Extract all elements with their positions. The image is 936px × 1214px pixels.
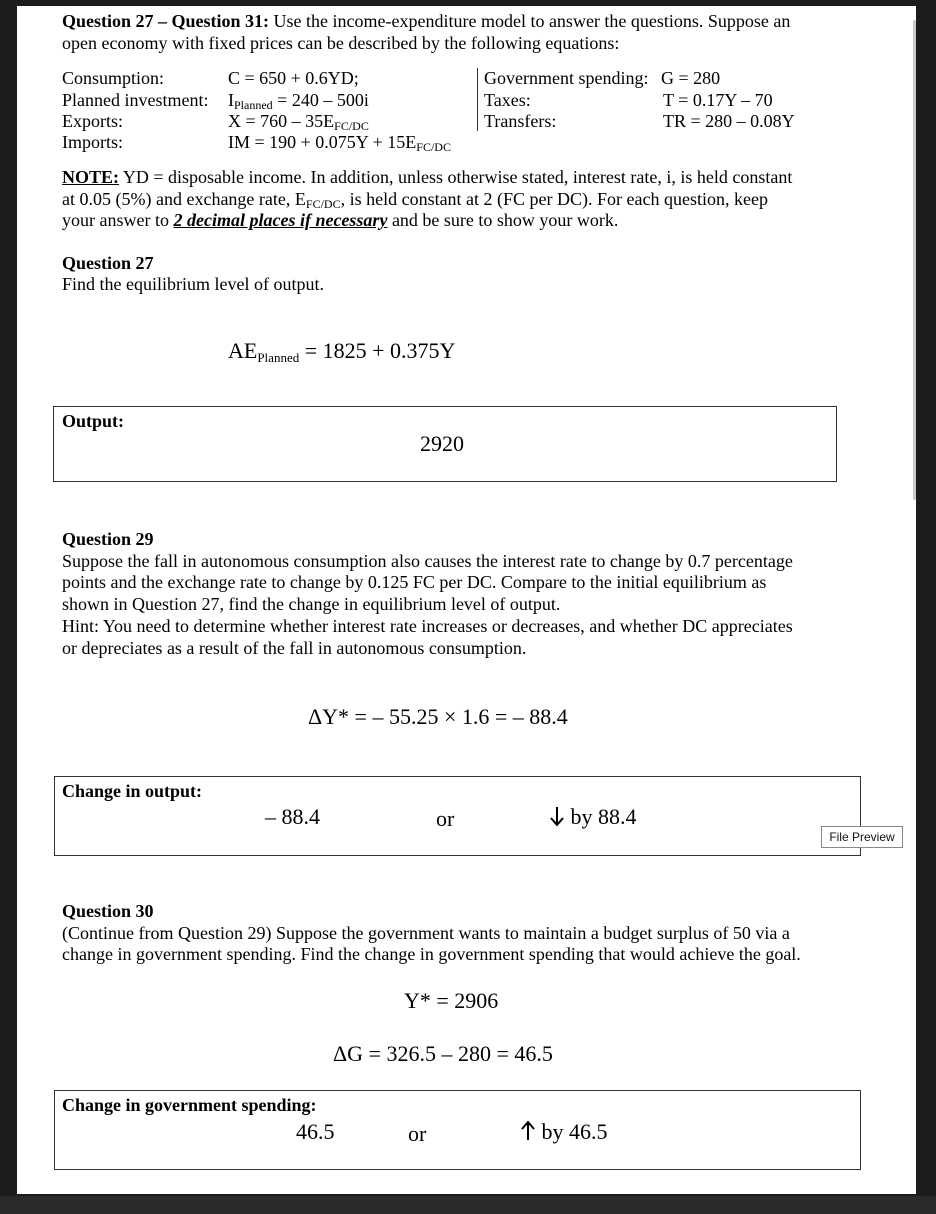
q27-answer: 2920 [420, 431, 464, 456]
bottom-bar [0, 1196, 936, 1214]
q30-or: or [408, 1121, 427, 1146]
note-subscript: FC/DC [305, 197, 341, 211]
q30-work-1: Y* = 2906 [404, 988, 499, 1013]
transfers-label: Transfers: [484, 111, 557, 131]
note-text-3b: and be sure to show your work. [387, 210, 619, 230]
q27-ae: AE [228, 338, 258, 363]
note-text-2b: , is held constant at 2 (FC per DC). For each question, keep [340, 189, 768, 209]
intro-title: Question 27 – Question 31: [62, 11, 270, 31]
consumption-equation: C = 650 + 0.6YD; [228, 68, 359, 88]
exports-subscript: FC/DC [334, 119, 369, 133]
arrow-up-icon [520, 1120, 536, 1142]
q29-box-label: Change in output: [62, 781, 203, 801]
note-label: NOTE: [62, 167, 120, 187]
q30-heading: Question 30 [62, 901, 154, 921]
q27-work [228, 337, 455, 372]
q27-text: Find the equilibrium level of output. [62, 274, 324, 294]
file-preview-button[interactable]: File Preview [821, 826, 903, 848]
q29-answer: – 88.4 [265, 804, 320, 829]
q30-answer: 46.5 [296, 1119, 335, 1144]
taxes-equation: T = 0.17Y – 70 [663, 90, 773, 110]
q29-line-2: points and the exchange rate to change by 0.125 FC per DC. Compare to the initial equilibrium as [62, 572, 767, 592]
q30-line-1: (Continue from Question 29) Suppose the government wants to maintain a budget surplus of 50 via a [62, 923, 790, 943]
q30-alt-text: by 46.5 [541, 1119, 608, 1144]
imports-equation [228, 131, 451, 158]
note-text-2a: at 0.05 (5%) and exchange rate, E [62, 189, 306, 209]
arrow-down-icon [549, 805, 565, 827]
intro-line-2: open economy with fixed prices can be described by the following equations: [62, 33, 620, 53]
gov-label: Government spending: [484, 68, 649, 88]
scrollbar-thumb[interactable] [913, 20, 916, 500]
intro-text: Use the income-expenditure model to answer the questions. Suppose an [273, 11, 791, 31]
investment-symbol: I [228, 90, 234, 110]
q29-line-3: shown in Question 27, find the change in equilibrium level of output. [62, 594, 561, 614]
consumption-label: Consumption: [62, 68, 165, 88]
imports-label: Imports: [62, 132, 123, 152]
transfers-equation: TR = 280 – 0.08Y [663, 111, 795, 131]
taxes-label: Taxes: [484, 90, 531, 110]
q27-work-rest: = 1825 + 0.375Y [299, 338, 456, 363]
note-emphasis: 2 decimal places if necessary [173, 210, 388, 230]
imports-subscript: FC/DC [416, 140, 451, 154]
exports-label: Exports: [62, 111, 123, 131]
q27-subscript: Planned [257, 350, 300, 365]
q30-box-label: Change in government spending: [62, 1095, 317, 1115]
note-line-1 [62, 166, 792, 188]
q29-alt-text: by 88.4 [570, 804, 637, 829]
q29-heading: Question 29 [62, 529, 154, 549]
q29-line-1: Suppose the fall in autonomous consumption also causes the interest rate to change by 0.7 percentage [62, 551, 793, 571]
q30-line-2: change in government spending. Find the change in government spending that would achieve the goal. [62, 944, 801, 964]
q29-or: or [436, 806, 455, 831]
investment-rest: = 240 – 500i [272, 90, 369, 110]
q30-alt-answer [520, 1118, 608, 1146]
q27-box-label: Output: [62, 411, 125, 431]
q27-heading: Question 27 [62, 253, 154, 273]
exports-main: X = 760 – 35E [228, 111, 335, 131]
q29-work: ΔY* = – 55.25 × 1.6 = – 88.4 [308, 704, 568, 729]
note-text-3a: your answer to [62, 210, 174, 230]
intro-line-1 [62, 10, 790, 32]
q29-line-5: or depreciates as a result of the fall in autonomous consumption. [62, 638, 527, 658]
q29-line-4: Hint: You need to determine whether interest rate increases or decreases, and whether DC appreciates [62, 616, 793, 636]
note-text-1: YD = disposable income. In addition, unless otherwise stated, interest rate, i, is held constant [119, 167, 793, 187]
imports-main: IM = 190 + 0.075Y + 15E [228, 132, 417, 152]
investment-subscript: Planned [234, 98, 273, 112]
investment-label: Planned investment: [62, 90, 209, 110]
note-line-3 [62, 209, 618, 231]
q30-work-2: ΔG = 326.5 – 280 = 46.5 [333, 1041, 553, 1066]
q29-alt-answer [549, 803, 637, 831]
column-divider [477, 68, 478, 131]
gov-equation: G = 280 [661, 68, 721, 88]
